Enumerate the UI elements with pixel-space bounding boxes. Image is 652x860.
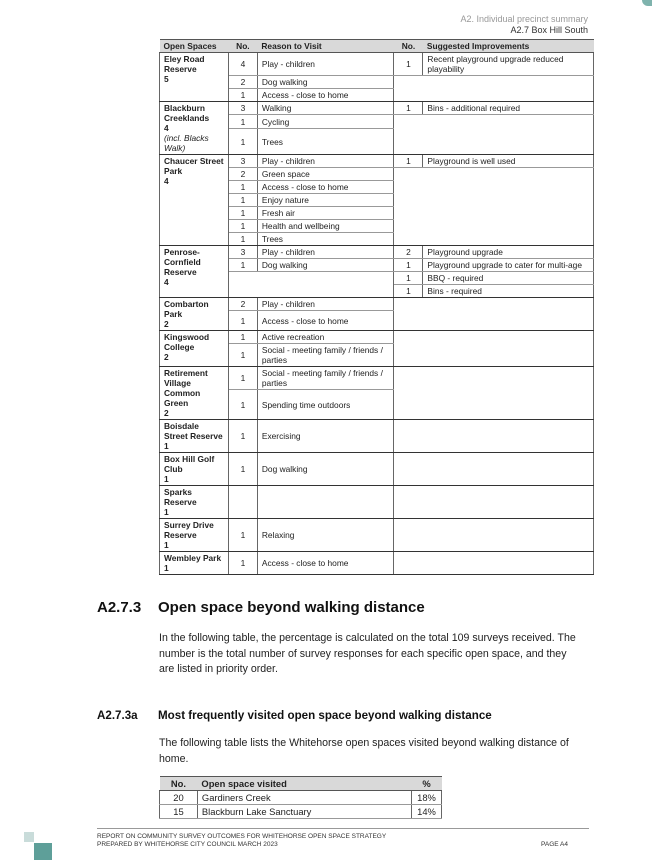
section-number: A2.7.3 bbox=[97, 599, 142, 616]
improvement-text: BBQ - required bbox=[423, 272, 594, 285]
empty-cell bbox=[394, 552, 594, 575]
improvement-count: 1 bbox=[394, 53, 423, 76]
section-heading bbox=[97, 599, 425, 616]
reason-count: 1 bbox=[228, 89, 257, 102]
col-header-percent: % bbox=[412, 777, 442, 791]
reason-count: 1 bbox=[228, 420, 257, 453]
reason-count: 1 bbox=[228, 259, 257, 272]
footer-prepared-by: PREPARED BY WHITEHORSE CITY COUNCIL MARCH 2023 bbox=[97, 841, 278, 848]
table-row bbox=[160, 298, 594, 311]
table-row bbox=[160, 367, 594, 390]
reason-text: Access - close to home bbox=[257, 311, 394, 331]
reason-text: Exercising bbox=[257, 420, 394, 453]
empty-cell bbox=[394, 367, 594, 420]
table-row bbox=[160, 420, 594, 453]
reason-text: Trees bbox=[257, 233, 394, 246]
empty-cell bbox=[394, 76, 594, 102]
reason-count: 1 bbox=[228, 552, 257, 575]
empty-cell bbox=[394, 168, 594, 246]
visit-count: 15 bbox=[160, 805, 198, 819]
section-paragraph: In the following table, the percentage is calculated on the total 109 surveys received. The number is the total number of survey responses for each specific open space, and they are listed in priority order. bbox=[159, 632, 576, 675]
precinct-survey-table bbox=[159, 39, 594, 575]
reason-text: Play - children bbox=[257, 155, 394, 168]
reason-text: Spending time outdoors bbox=[257, 390, 394, 420]
reason-text: Play - children bbox=[257, 246, 394, 259]
space-name: Penrose-Cornfield Reserve 4 bbox=[160, 246, 229, 298]
empty-cell bbox=[394, 298, 594, 331]
header-precinct-title: A2.7 Box Hill South bbox=[510, 25, 588, 35]
improvement-text: Playground is well used bbox=[423, 155, 594, 168]
empty-cell bbox=[394, 331, 594, 367]
empty-cell bbox=[394, 115, 594, 155]
col-header-reason: Reason to Visit bbox=[257, 40, 394, 53]
empty-cell bbox=[394, 453, 594, 486]
space-name: Retirement Village Common Green 2 bbox=[160, 367, 229, 420]
reason-text: Walking bbox=[257, 102, 394, 115]
footer-divider bbox=[97, 828, 589, 829]
space-name: Wembley Park 1 bbox=[160, 552, 229, 575]
visit-space-name: Blackburn Lake Sanctuary bbox=[197, 805, 411, 819]
reason-text: Green space bbox=[257, 168, 394, 181]
reason-count: 4 bbox=[228, 53, 257, 76]
visit-percent: 14% bbox=[412, 805, 442, 819]
reason-count: 2 bbox=[228, 76, 257, 89]
col-header-no: No. bbox=[228, 40, 257, 53]
reason-count: 3 bbox=[228, 155, 257, 168]
space-name: Surrey Drive Reserve 1 bbox=[160, 519, 229, 552]
table-row bbox=[160, 519, 594, 552]
reason-text: Fresh air bbox=[257, 207, 394, 220]
reason-text: Health and wellbeing bbox=[257, 220, 394, 233]
reason-count: 1 bbox=[228, 233, 257, 246]
improvement-text: Recent playground upgrade reduced playability bbox=[423, 53, 594, 76]
table-row bbox=[160, 486, 594, 519]
table-row bbox=[160, 791, 442, 805]
reason-count: 2 bbox=[228, 298, 257, 311]
reason-text: Social - meeting family / friends / parties bbox=[257, 367, 394, 390]
col-header-no-2: No. bbox=[394, 40, 423, 53]
reason-count: 1 bbox=[228, 519, 257, 552]
footer-text bbox=[97, 833, 386, 849]
table-row bbox=[160, 53, 594, 76]
space-name: Chaucer Street Park 4 bbox=[160, 155, 229, 246]
col-header-open-spaces: Open Spaces bbox=[160, 40, 229, 53]
subsection-title: Most frequently visited open space beyond walking distance bbox=[158, 709, 492, 722]
reason-count: 1 bbox=[228, 367, 257, 390]
table-row bbox=[160, 155, 594, 168]
empty-cell bbox=[394, 519, 594, 552]
improvement-count: 1 bbox=[394, 155, 423, 168]
reason-text: Access - close to home bbox=[257, 552, 394, 575]
empty-cell bbox=[394, 420, 594, 453]
reason-text: Dog walking bbox=[257, 76, 394, 89]
reason-count: 1 bbox=[228, 194, 257, 207]
visit-space-name: Gardiners Creek bbox=[197, 791, 411, 805]
page-number: PAGE A4 bbox=[541, 841, 568, 848]
col-header-no: No. bbox=[160, 777, 198, 791]
reason-count: 1 bbox=[228, 344, 257, 367]
table-header-row bbox=[160, 40, 594, 53]
reason-text: Access - close to home bbox=[257, 181, 394, 194]
space-name: Sparks Reserve 1 bbox=[160, 486, 229, 519]
table-row bbox=[160, 331, 594, 344]
reason-count: 1 bbox=[228, 115, 257, 129]
reason-count: 1 bbox=[228, 181, 257, 194]
visit-count: 20 bbox=[160, 791, 198, 805]
reason-text: Social - meeting family / friends / parties bbox=[257, 344, 394, 367]
subsection-paragraph: The following table lists the Whitehorse open spaces visited beyond walking distance of home. bbox=[159, 737, 569, 765]
table-row bbox=[160, 453, 594, 486]
reason-text bbox=[257, 486, 394, 519]
reason-count: 1 bbox=[228, 453, 257, 486]
improvement-count: 1 bbox=[394, 259, 423, 272]
empty-cell bbox=[394, 486, 594, 519]
reason-text: Play - children bbox=[257, 298, 394, 311]
reason-count: 3 bbox=[228, 246, 257, 259]
subsection-heading bbox=[97, 709, 492, 722]
table-row bbox=[160, 805, 442, 819]
reason-text: Trees bbox=[257, 129, 394, 155]
improvement-count: 1 bbox=[394, 272, 423, 285]
space-name: Eley Road Reserve 5 bbox=[160, 53, 229, 102]
improvement-text: Bins - required bbox=[423, 285, 594, 298]
space-name: Blackburn Creeklands 4 (incl. Blacks Walk) bbox=[160, 102, 229, 155]
space-name: Box Hill Golf Club 1 bbox=[160, 453, 229, 486]
reason-count bbox=[228, 486, 257, 519]
improvement-count: 1 bbox=[394, 102, 423, 115]
table-header-row bbox=[160, 777, 442, 791]
reason-text: Access - close to home bbox=[257, 89, 394, 102]
logo-square-light bbox=[24, 832, 34, 842]
reason-count: 1 bbox=[228, 207, 257, 220]
empty-cell bbox=[228, 272, 394, 298]
reason-count: 3 bbox=[228, 102, 257, 115]
improvement-count: 2 bbox=[394, 246, 423, 259]
reason-count: 1 bbox=[228, 220, 257, 233]
header-section-title: A2. Individual precinct summary bbox=[460, 14, 588, 24]
reason-count: 1 bbox=[228, 129, 257, 155]
table-row bbox=[160, 552, 594, 575]
space-name: Boisdale Street Reserve 1 bbox=[160, 420, 229, 453]
reason-text: Dog walking bbox=[257, 453, 394, 486]
visit-percent: 18% bbox=[412, 791, 442, 805]
col-header-improvements: Suggested Improvements bbox=[423, 40, 594, 53]
corner-decoration bbox=[642, 0, 652, 6]
table-row bbox=[160, 102, 594, 115]
space-name: Combarton Park 2 bbox=[160, 298, 229, 331]
reason-count: 1 bbox=[228, 331, 257, 344]
reason-text: Enjoy nature bbox=[257, 194, 394, 207]
logo-square-dark bbox=[34, 843, 52, 860]
reason-text: Active recreation bbox=[257, 331, 394, 344]
reason-count: 1 bbox=[228, 311, 257, 331]
table-row bbox=[160, 246, 594, 259]
section-title: Open space beyond walking distance bbox=[158, 599, 425, 616]
improvement-text: Playground upgrade to cater for multi-age bbox=[423, 259, 594, 272]
reason-text: Play - children bbox=[257, 53, 394, 76]
reason-text: Relaxing bbox=[257, 519, 394, 552]
page-header bbox=[460, 14, 588, 36]
col-header-open-space: Open space visited bbox=[197, 777, 411, 791]
space-name: Kingswood College 2 bbox=[160, 331, 229, 367]
improvement-text: Playground upgrade bbox=[423, 246, 594, 259]
reason-count: 2 bbox=[228, 168, 257, 181]
visited-spaces-table bbox=[159, 776, 442, 819]
footer-report-title: REPORT ON COMMUNITY SURVEY OUTCOMES FOR WHITEHORSE OPEN SPACE STRATEGY bbox=[97, 833, 387, 840]
reason-text: Dog walking bbox=[257, 259, 394, 272]
improvement-count: 1 bbox=[394, 285, 423, 298]
reason-count: 1 bbox=[228, 390, 257, 420]
reason-text: Cycling bbox=[257, 115, 394, 129]
improvement-text: Bins - additional required bbox=[423, 102, 594, 115]
subsection-number: A2.7.3a bbox=[97, 709, 138, 722]
